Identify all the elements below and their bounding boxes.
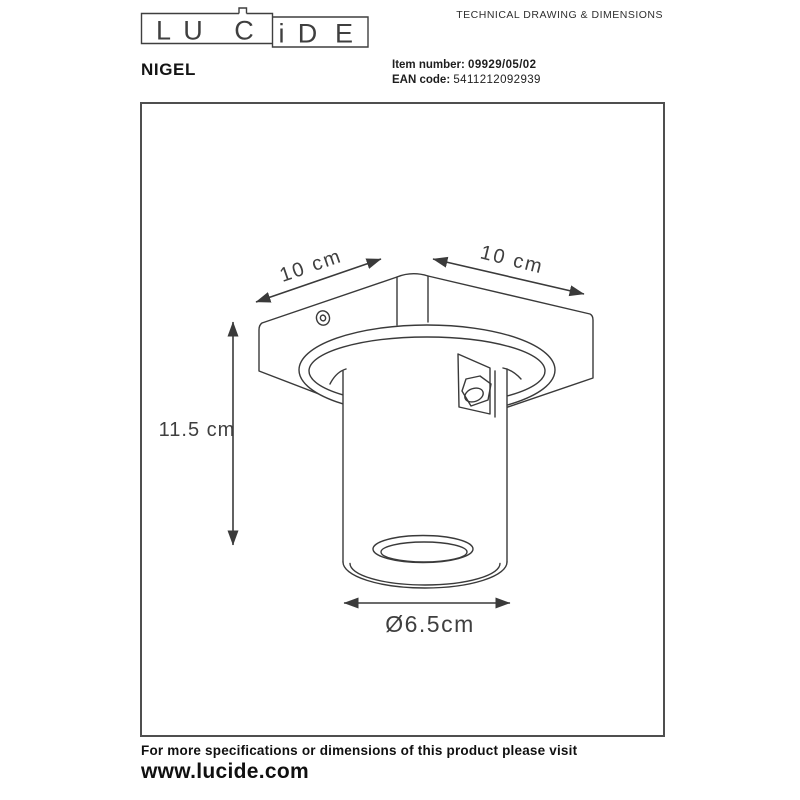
dimension-label-width-right: 10 cm: [478, 241, 546, 279]
footer-website: www.lucide.com: [141, 760, 309, 783]
logo-letter-e: E: [334, 18, 354, 49]
dimension-label-diameter: Ø6.5cm: [385, 611, 475, 637]
ean-code-label: EAN code:: [392, 73, 451, 86]
brand-logo: [142, 8, 369, 49]
footer-note: For more specifications or dimensions of this product please visit: [141, 743, 578, 758]
item-number-label: Item number:: [392, 59, 465, 71]
ean-code-value: 5411212092939: [453, 73, 541, 86]
product-meta: [392, 58, 541, 87]
fixture-drawing: [259, 274, 593, 588]
dimension-label-width-left: 10 cm: [276, 245, 346, 287]
product-name: NIGEL: [141, 60, 196, 79]
page-title: TECHNICAL DRAWING & DIMENSIONS: [456, 9, 663, 21]
logo-letter-c: C: [234, 15, 254, 46]
dimension-label-height: 11.5 cm: [158, 419, 236, 441]
logo-letter-i: i: [278, 18, 285, 49]
logo-letter-l: L: [155, 15, 172, 46]
footer: [141, 743, 577, 784]
item-number-row: [392, 58, 541, 73]
item-number-value: 09929/05/02: [468, 59, 537, 71]
logo-letter-d: D: [297, 18, 318, 49]
logo-letter-u: U: [183, 15, 203, 46]
screw-icon: [315, 309, 331, 326]
ean-code-row: [392, 73, 541, 88]
